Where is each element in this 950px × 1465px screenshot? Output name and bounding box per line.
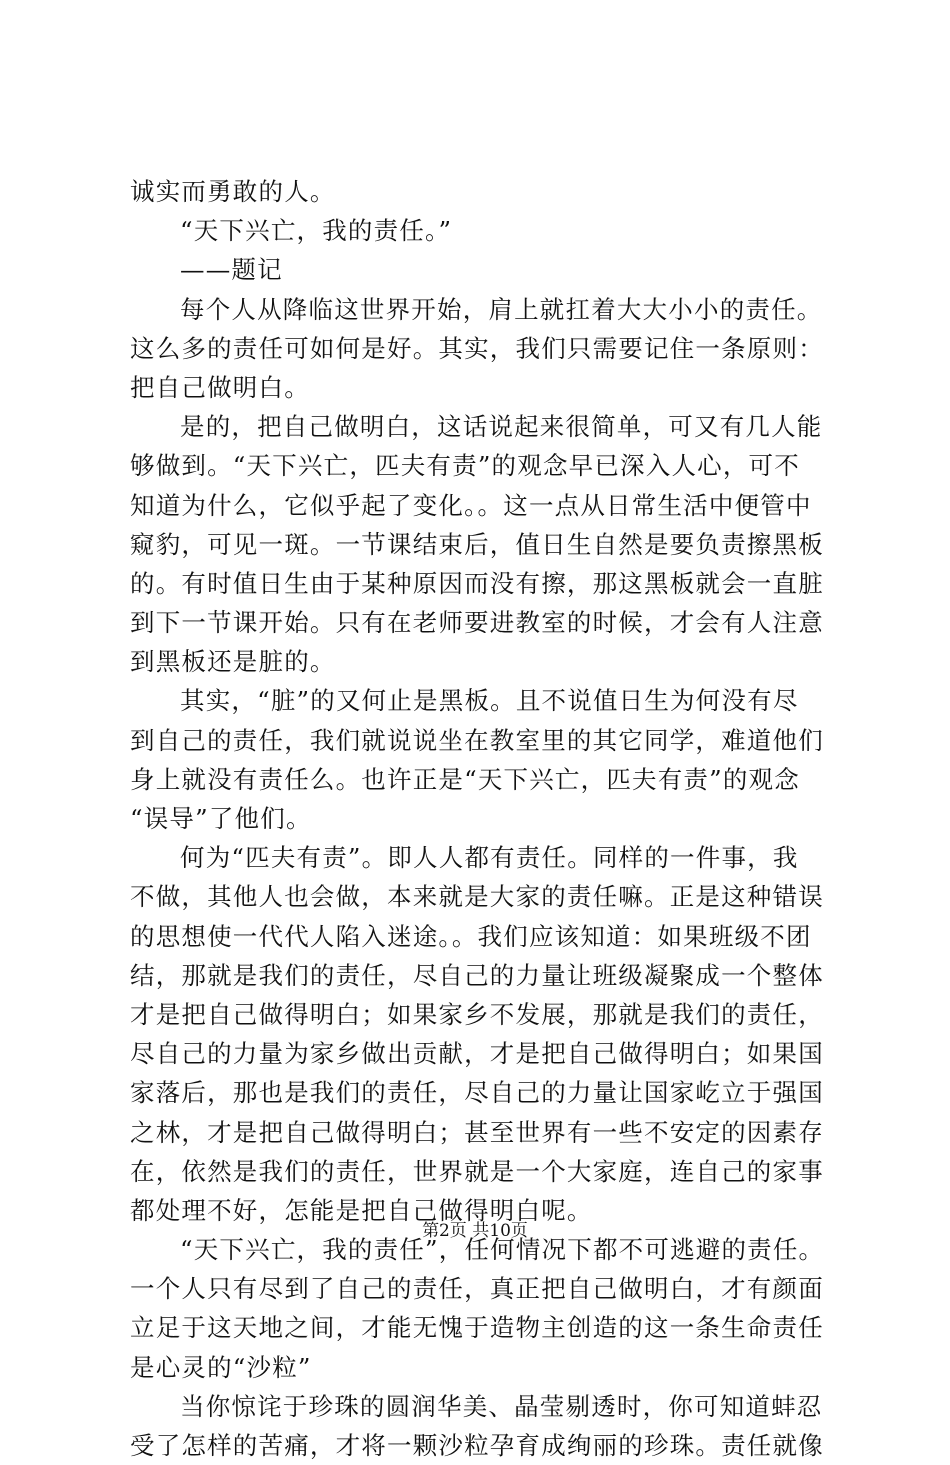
text-line: 这么多的责任可如何是好。其实，我们只需要记住一条原则： [130, 333, 824, 363]
text-line: ——题记 [180, 255, 283, 285]
text-line: 一个人只有尽到了自己的责任，真正把自己做明白，才有颜面 [130, 1274, 824, 1304]
text-line: 在，依然是我们的责任，世界就是一个大家庭，连自己的家事 [130, 1156, 824, 1186]
text-line: 把自己做明白。 [130, 372, 310, 402]
text-line: 之林，才是把自己做得明白；甚至世界有一些不安定的因素存 [130, 1117, 824, 1147]
text-line: 家落后，那也是我们的责任，尽自己的力量让国家屹立于强国 [130, 1078, 824, 1108]
text-line: 都处理不好，怎能是把自己做得明白呢。 [130, 1195, 593, 1225]
text-line: 够做到。“天下兴亡，匹夫有责”的观念早已深入人心，可不 [130, 451, 800, 481]
essay-body [130, 172, 850, 1465]
text-line: 才是把自己做得明白；如果家乡不发展，那就是我们的责任， [130, 999, 824, 1029]
text-line: 其实，“脏”的又何止是黑板。且不说值日生为何没有尽 [180, 686, 799, 716]
text-line: 是的，把自己做明白，这话说起来很简单，可又有几人能 [180, 412, 823, 442]
text-line: 窥豹，可见一斑。一节课结束后，值日生自然是要负责擦黑板 [130, 529, 824, 559]
text-line: 结，那就是我们的责任，尽自己的力量让班级凝聚成一个整体 [130, 960, 824, 990]
text-line: “天下兴亡，我的责任”，任何情况下都不可逃避的责任。 [180, 1235, 825, 1265]
page-number-footer: 第2页 共10页 [422, 1221, 528, 1241]
text-line: 每个人从降临这世界开始，肩上就扛着大大小小的责任。 [180, 294, 823, 324]
text-line: 身上就没有责任么。也许正是“天下兴亡，匹夫有责”的观念 [130, 764, 800, 794]
text-line: 的思想使一代代人陷入迷途。。我们应该知道：如果班级不团 [130, 921, 812, 951]
text-line: 受了怎样的苦痛，才将一颗沙粒孕育成绚丽的珍珠。责任就像 [130, 1431, 824, 1460]
text-line: 知道为什么，它似乎起了变化。。这一点从日常生活中便管中 [130, 490, 812, 520]
text-line: 的。有时值日生由于某种原因而没有擦，那这黑板就会一直脏 [130, 568, 824, 598]
text-line: 是心灵的“沙粒” [130, 1352, 312, 1382]
text-line: 尽自己的力量为家乡做出贡献，才是把自己做得明白；如果国 [130, 1039, 824, 1069]
text-line: 不做，其他人也会做，本来就是大家的责任嘛。正是这种错误 [130, 882, 824, 912]
text-line: 当你惊诧于珍珠的圆润华美、晶莹剔透时，你可知道蚌忍 [180, 1391, 823, 1421]
text-line: 到黑板还是脏的。 [130, 647, 336, 677]
text-line: “误导”了他们。 [130, 804, 312, 833]
text-line: 到自己的责任，我们就说说坐在教室里的其它同学，难道他们 [130, 725, 824, 755]
text-line: “天下兴亡，我的责任。” [180, 216, 453, 246]
text-line: 何为“匹夫有责”。即人人都有责任。同样的一件事，我 [180, 843, 799, 873]
text-line: 到下一节课开始。只有在老师要进教室的时候，才会有人注意 [130, 608, 824, 638]
text-line: 立足于这天地之间，才能无愧于造物主创造的这一条生命责任 [130, 1313, 824, 1343]
text-line: 诚实而勇敢的人。 [130, 177, 336, 206]
